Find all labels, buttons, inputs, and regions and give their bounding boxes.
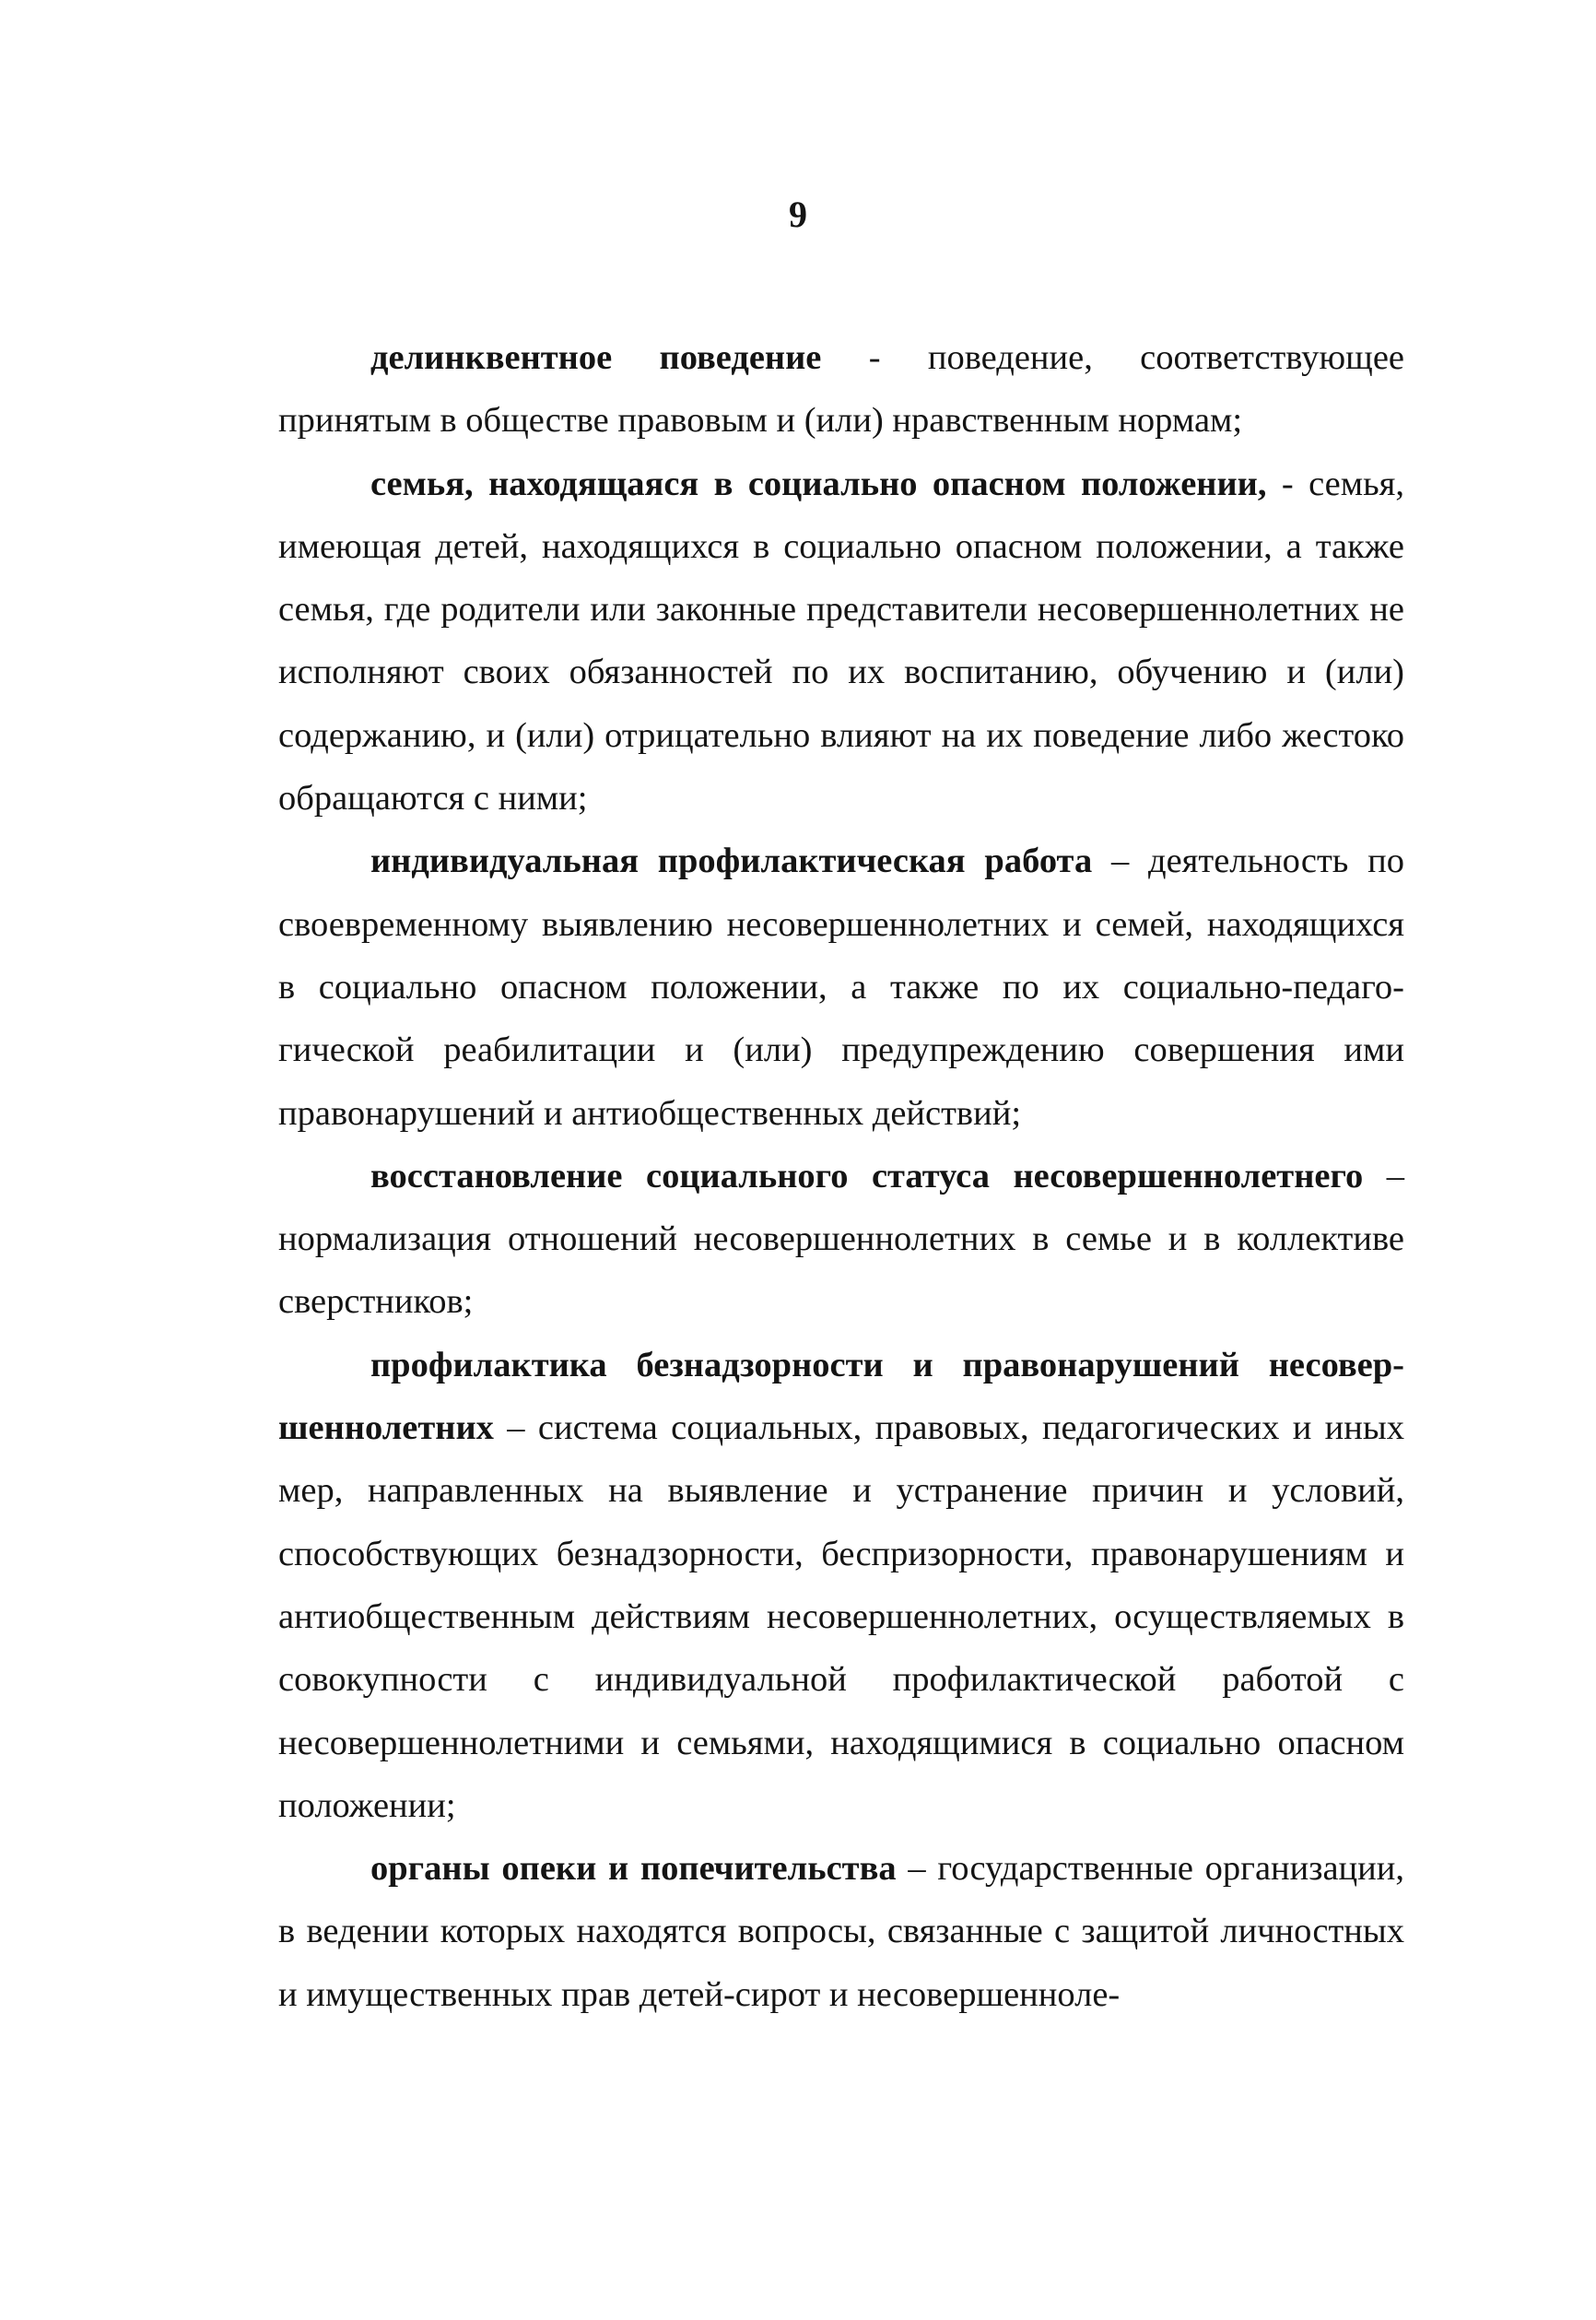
definition-text: – государственные организации, в ведении которых находятся вопросы, связанные с защитой личностных и имущественных прав детей-сирот и несовершенноле- [278, 1849, 1404, 2014]
page-number: 9 [789, 194, 807, 235]
definition-text: - поведение, соответствующее принятым в обществе правовым и (или) нравственным нормам; [278, 338, 1404, 441]
definition-paragraph [278, 326, 1404, 453]
definition-paragraph [278, 453, 1404, 830]
definition-paragraph [278, 1837, 1404, 2026]
definition-term: индивидуальная профилактическая работа [370, 842, 1093, 881]
definition-paragraph [278, 830, 1404, 1144]
definition-text: – деятельность по своевременному выявлению несовершеннолетних и семей, находящихся в социально опасном положении, а также по их социально-педагогической реабилитации и (или) предупреждению совершения ими правонарушений и антиобщественных действий; [278, 842, 1404, 1133]
definition-text: – нормализация отношений несовершеннолетних в семье и в коллективе сверстников; [278, 1156, 1404, 1322]
definition-term: профилактика безнадзорности и правонарушений несовершеннолетних [278, 1345, 1404, 1448]
definition-text: – система социальных, правовых, педагогических и иных мер, направленных на выявление и устранение причин и условий, способствующих безнадзорности, беспризорности, правонарушениям и антиобщественным действиям несовершеннолетних, осуществляемых в совокупности с индивидуальной профилактической работой с несовершеннолетними и семьями, находящимися в социально опасном положении; [278, 1408, 1404, 1825]
definition-term: семья, находящаяся в социально опасном положении, [370, 464, 1267, 503]
definition-term: органы опеки и попечительства [370, 1849, 897, 1889]
definition-paragraph [278, 1145, 1404, 1334]
definition-text: - семья, имеющая детей, находящихся в социально опасном положении, а также семья, где родители или законные представители несовершеннолетних не исполняют своих обязанностей по их воспитанию, обучению и (или) содержанию, и (или) отрицательно влияют на их поведение либо жестоко обращаются с ними; [278, 464, 1404, 818]
document-body [278, 326, 1404, 2026]
definition-paragraph [278, 1334, 1404, 1837]
definition-term: делинквентное поведение [370, 338, 822, 377]
definition-term: восстановление социального статуса несовершеннолетнего [370, 1156, 1364, 1195]
